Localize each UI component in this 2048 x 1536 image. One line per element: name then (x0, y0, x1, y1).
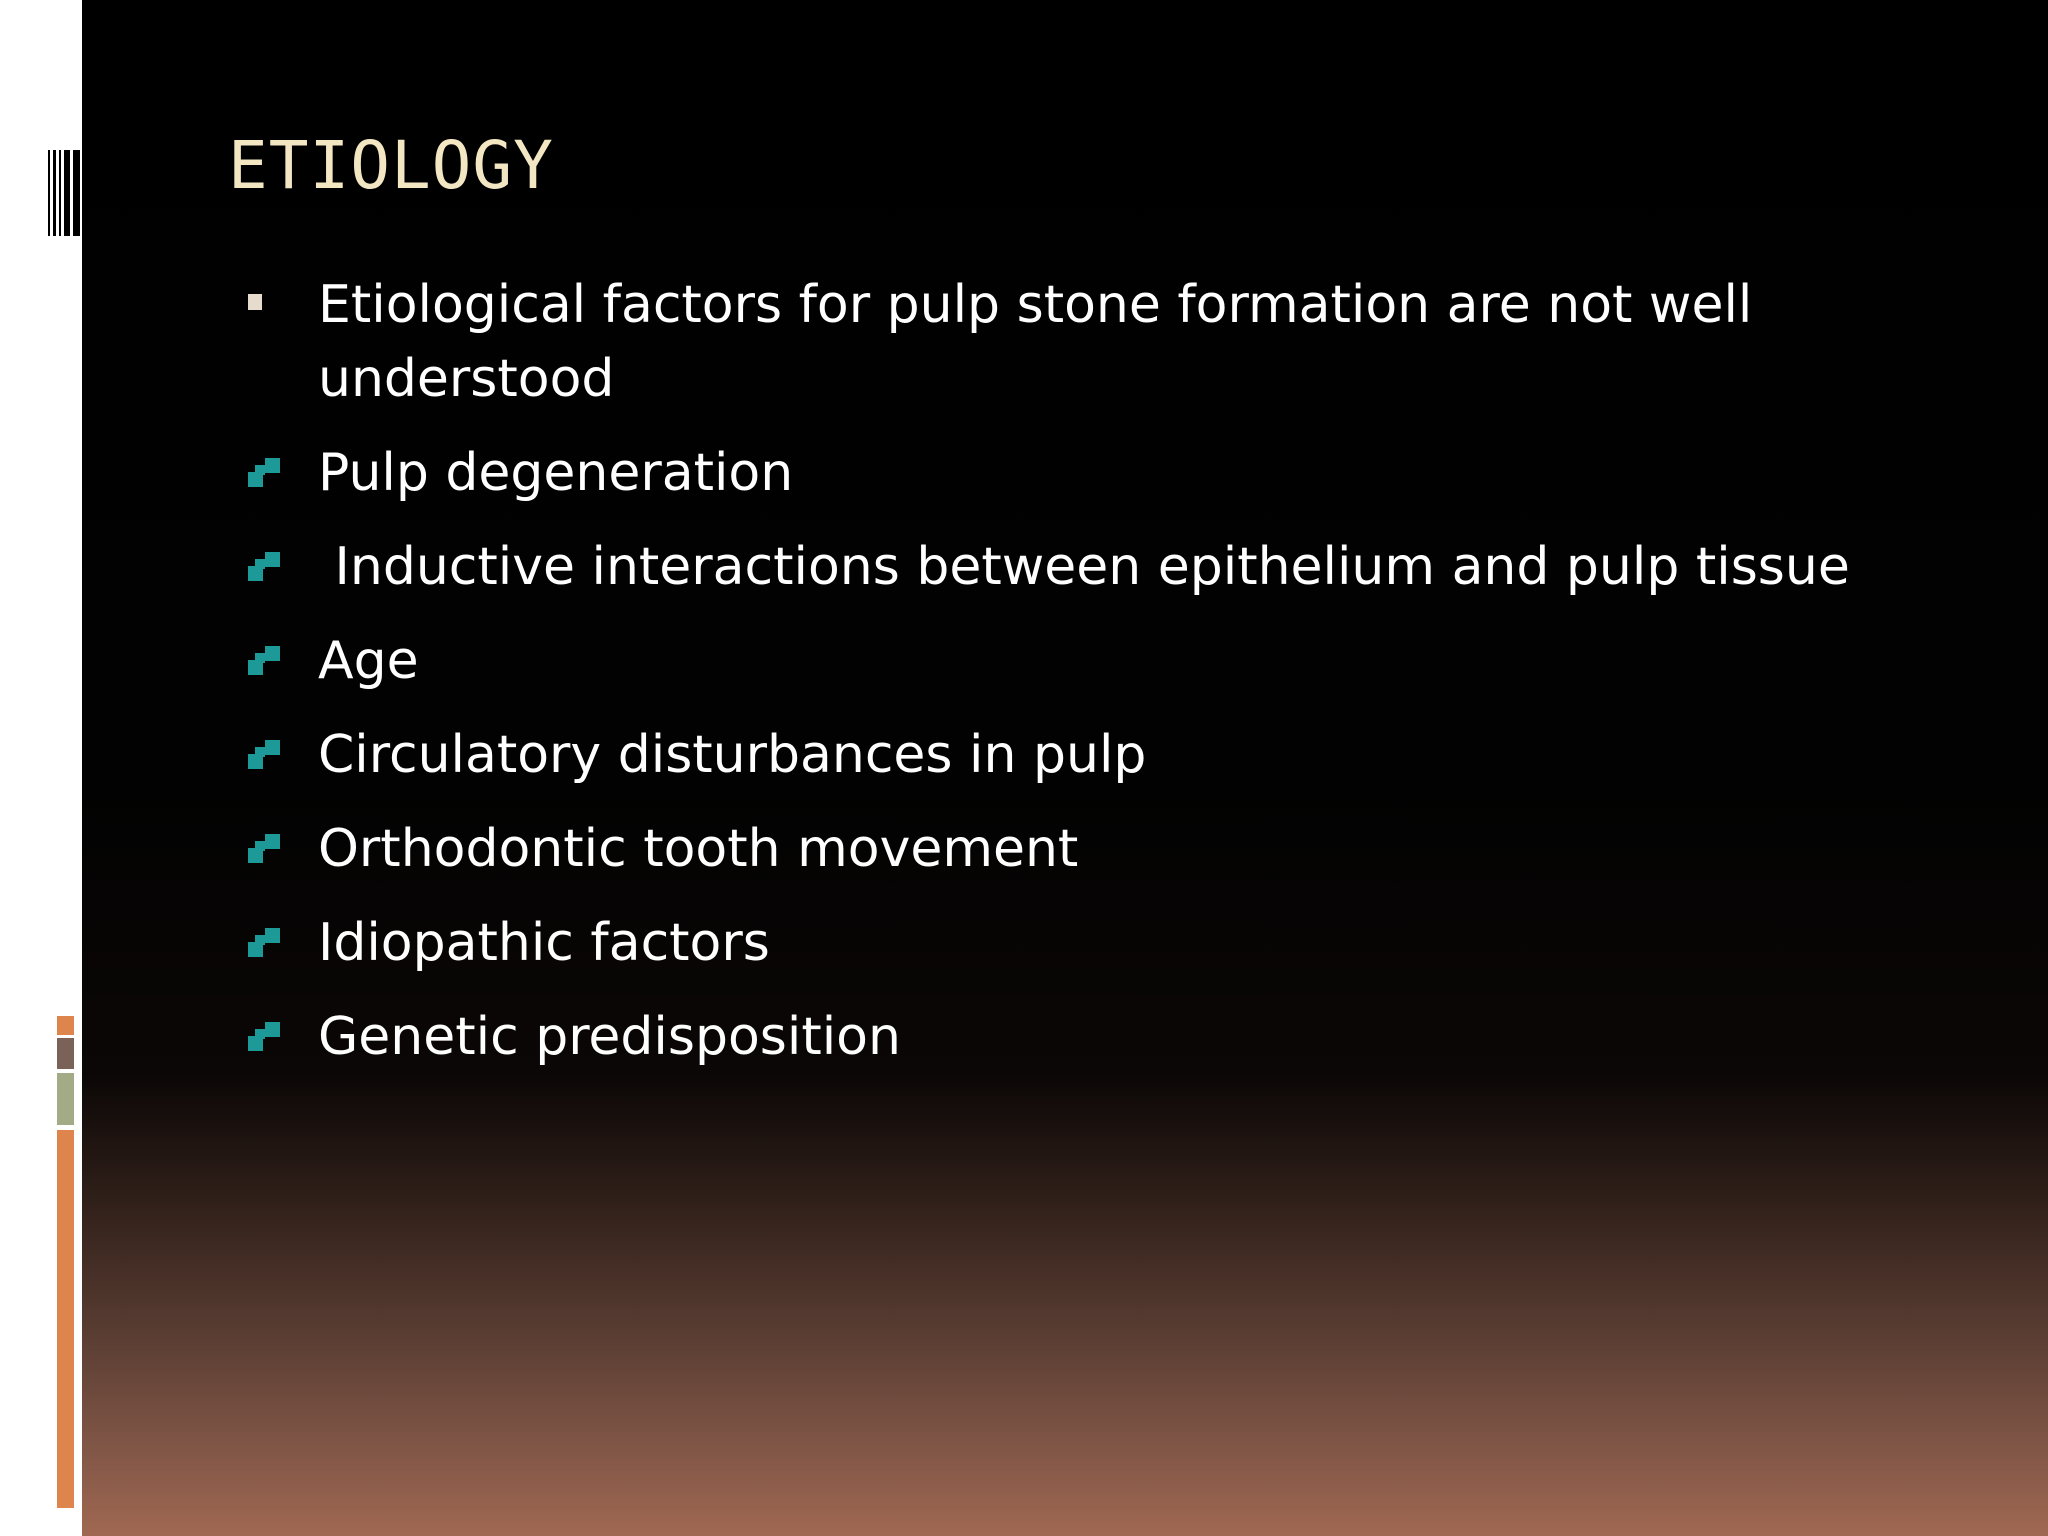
bullet-item (244, 436, 1884, 510)
accent-bar-sage (57, 1073, 74, 1125)
teal-step-bullet-icon (244, 436, 284, 510)
teal-step-bullet-icon (244, 906, 284, 980)
teal-step-bullet-icon (244, 530, 284, 604)
bullet-text: Orthodontic tooth movement (318, 819, 1079, 879)
bullet-item (244, 718, 1884, 792)
bullet-item (244, 812, 1884, 886)
teal-step-bullet-icon (244, 624, 284, 698)
accent-bar-taupe (57, 1038, 74, 1069)
bullet-list (244, 268, 1884, 1094)
bullet-item (244, 268, 1884, 416)
bullet-text: Etiological factors for pulp stone formation are not well understood (318, 275, 1769, 409)
bullet-text: Pulp degeneration (318, 443, 794, 503)
bullet-text: Circulatory disturbances in pulp (318, 725, 1147, 785)
bullet-text: Genetic predisposition (318, 1007, 901, 1067)
bullet-text: Idiopathic factors (318, 913, 770, 973)
accent-bar-orange-long (57, 1130, 74, 1508)
decorative-vertical-lines (48, 150, 80, 236)
left-margin-strip (0, 0, 82, 1536)
bullet-text: Inductive interactions between epithelium and pulp tissue (318, 537, 1850, 597)
bullet-item (244, 624, 1884, 698)
square-bullet-icon (244, 268, 284, 342)
slide-title: ETIOLOGY (228, 127, 554, 204)
bullet-item (244, 530, 1884, 604)
bullet-item (244, 1000, 1884, 1074)
bullet-item (244, 906, 1884, 980)
teal-step-bullet-icon (244, 1000, 284, 1074)
teal-step-bullet-icon (244, 812, 284, 886)
accent-bar-orange-top (57, 1016, 74, 1035)
bullet-text: Age (318, 631, 419, 691)
teal-step-bullet-icon (244, 718, 284, 792)
